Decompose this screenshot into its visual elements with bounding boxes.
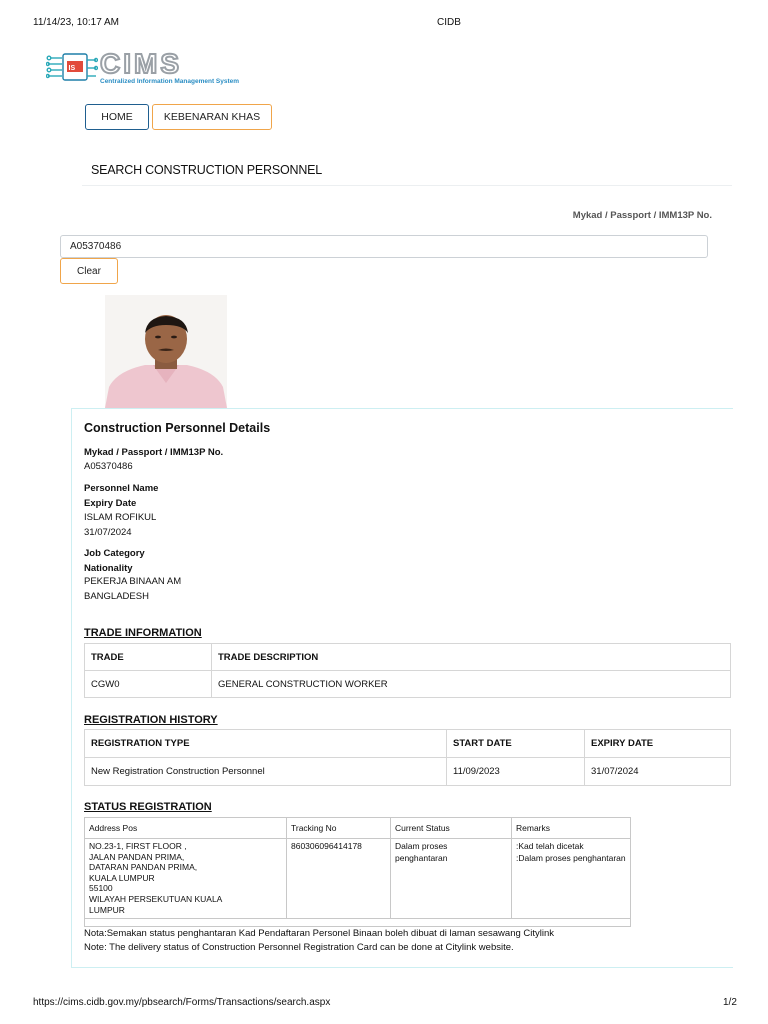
svg-text:IS: IS	[68, 65, 76, 72]
personnel-photo	[105, 295, 227, 408]
table-row	[85, 758, 731, 786]
address-line: JALAN PANDAN PRIMA,	[89, 851, 185, 862]
search-label: Mykad / Passport / IMM13P No.	[572, 210, 712, 221]
name-value: ISLAM ROFIKUL	[84, 512, 157, 523]
col-registration-type: REGISTRATION TYPE	[85, 730, 447, 758]
print-url: https://cims.cidb.gov.my/pbsearch/Forms/Transactions/search.aspx	[33, 997, 331, 1008]
expiry-label: Expiry Date	[84, 498, 137, 509]
address-line: DATARAN PANDAN PRIMA,	[89, 862, 198, 873]
col-current-status: Current Status	[391, 818, 512, 839]
address-line: KUALA LUMPUR	[89, 872, 155, 883]
circuit-logo-icon	[46, 50, 98, 86]
nationality-value: BANGLADESH	[84, 591, 149, 602]
table-header-row	[85, 818, 631, 839]
address-line: 55100	[89, 883, 113, 894]
status-heading: STATUS REGISTRATION	[84, 801, 212, 813]
trade-code: CGW0	[85, 671, 212, 698]
clear-button[interactable]: Clear	[60, 258, 118, 284]
logo-wordmark: CIMS	[100, 48, 182, 79]
job-category-value: PEKERJA BINAAN AM	[84, 576, 182, 587]
col-start-date: START DATE	[447, 730, 585, 758]
nationality-label: Nationality	[84, 563, 133, 574]
expiry-date: 31/07/2024	[585, 758, 731, 786]
trade-heading: TRADE INFORMATION	[84, 627, 202, 639]
address-line: WILAYAH PERSEKUTUAN KUALA	[89, 893, 223, 904]
current-status-line: Dalam proses	[395, 841, 448, 851]
search-input[interactable]	[60, 235, 708, 258]
col-expiry-date: EXPIRY DATE	[585, 730, 731, 758]
remarks-line: :Dalam proses penghantaran	[516, 852, 626, 863]
expiry-value: 31/07/2024	[84, 527, 132, 538]
col-address: Address Pos	[85, 818, 287, 839]
details-title: Construction Personnel Details	[84, 421, 271, 435]
address-line: NO.23-1, FIRST FLOOR ,	[89, 841, 187, 851]
print-datetime: 11/14/23, 10:17 AM	[33, 17, 119, 28]
address-line: LUMPUR	[89, 904, 125, 915]
table-row-empty	[85, 919, 631, 927]
note-english: Note: The delivery status of Construction Personnel Registration Card can be done at Citylink website.	[84, 942, 514, 953]
current-status-line: penghantaran	[395, 852, 448, 863]
remarks-cell	[512, 839, 631, 919]
col-trade-description: TRADE DESCRIPTION	[212, 644, 731, 671]
col-tracking: Tracking No	[287, 818, 391, 839]
trade-table	[84, 643, 731, 698]
kebenaran-khas-button[interactable]: KEBENARAN KHAS	[152, 104, 272, 130]
col-remarks: Remarks	[512, 818, 631, 839]
page-title: SEARCH CONSTRUCTION PERSONNEL	[91, 163, 323, 177]
remarks-line: :Kad telah dicetak	[516, 841, 584, 851]
current-status-cell	[391, 839, 512, 919]
registration-heading: REGISTRATION HISTORY	[84, 714, 218, 726]
table-row	[85, 671, 731, 698]
address-cell	[85, 839, 287, 919]
logo-subtitle: Centralized Information Management System	[100, 78, 240, 85]
registration-table	[84, 729, 731, 786]
name-label: Personnel Name	[84, 483, 159, 494]
home-button[interactable]: HOME	[85, 104, 149, 130]
print-page-number: 1/2	[723, 997, 737, 1008]
table-header-row	[85, 730, 731, 758]
job-category-label: Job Category	[84, 548, 145, 559]
start-date: 11/09/2023	[447, 758, 585, 786]
table-row	[85, 839, 631, 919]
cims-logo[interactable]	[46, 50, 276, 90]
divider	[82, 185, 732, 186]
status-table	[84, 817, 631, 927]
id-value: A05370486	[84, 461, 133, 472]
trade-description: GENERAL CONSTRUCTION WORKER	[212, 671, 731, 698]
print-page-title: CIDB	[437, 17, 461, 28]
id-label: Mykad / Passport / IMM13P No.	[84, 447, 224, 458]
table-header-row	[85, 644, 731, 671]
col-trade: TRADE	[85, 644, 212, 671]
registration-type: New Registration Construction Personnel	[85, 758, 447, 786]
tracking-number: 860306096414178	[287, 839, 391, 919]
note-malay: Nota:Semakan status penghantaran Kad Pendaftaran Personel Binaan boleh dibuat di laman sesawang Citylink	[84, 928, 555, 939]
